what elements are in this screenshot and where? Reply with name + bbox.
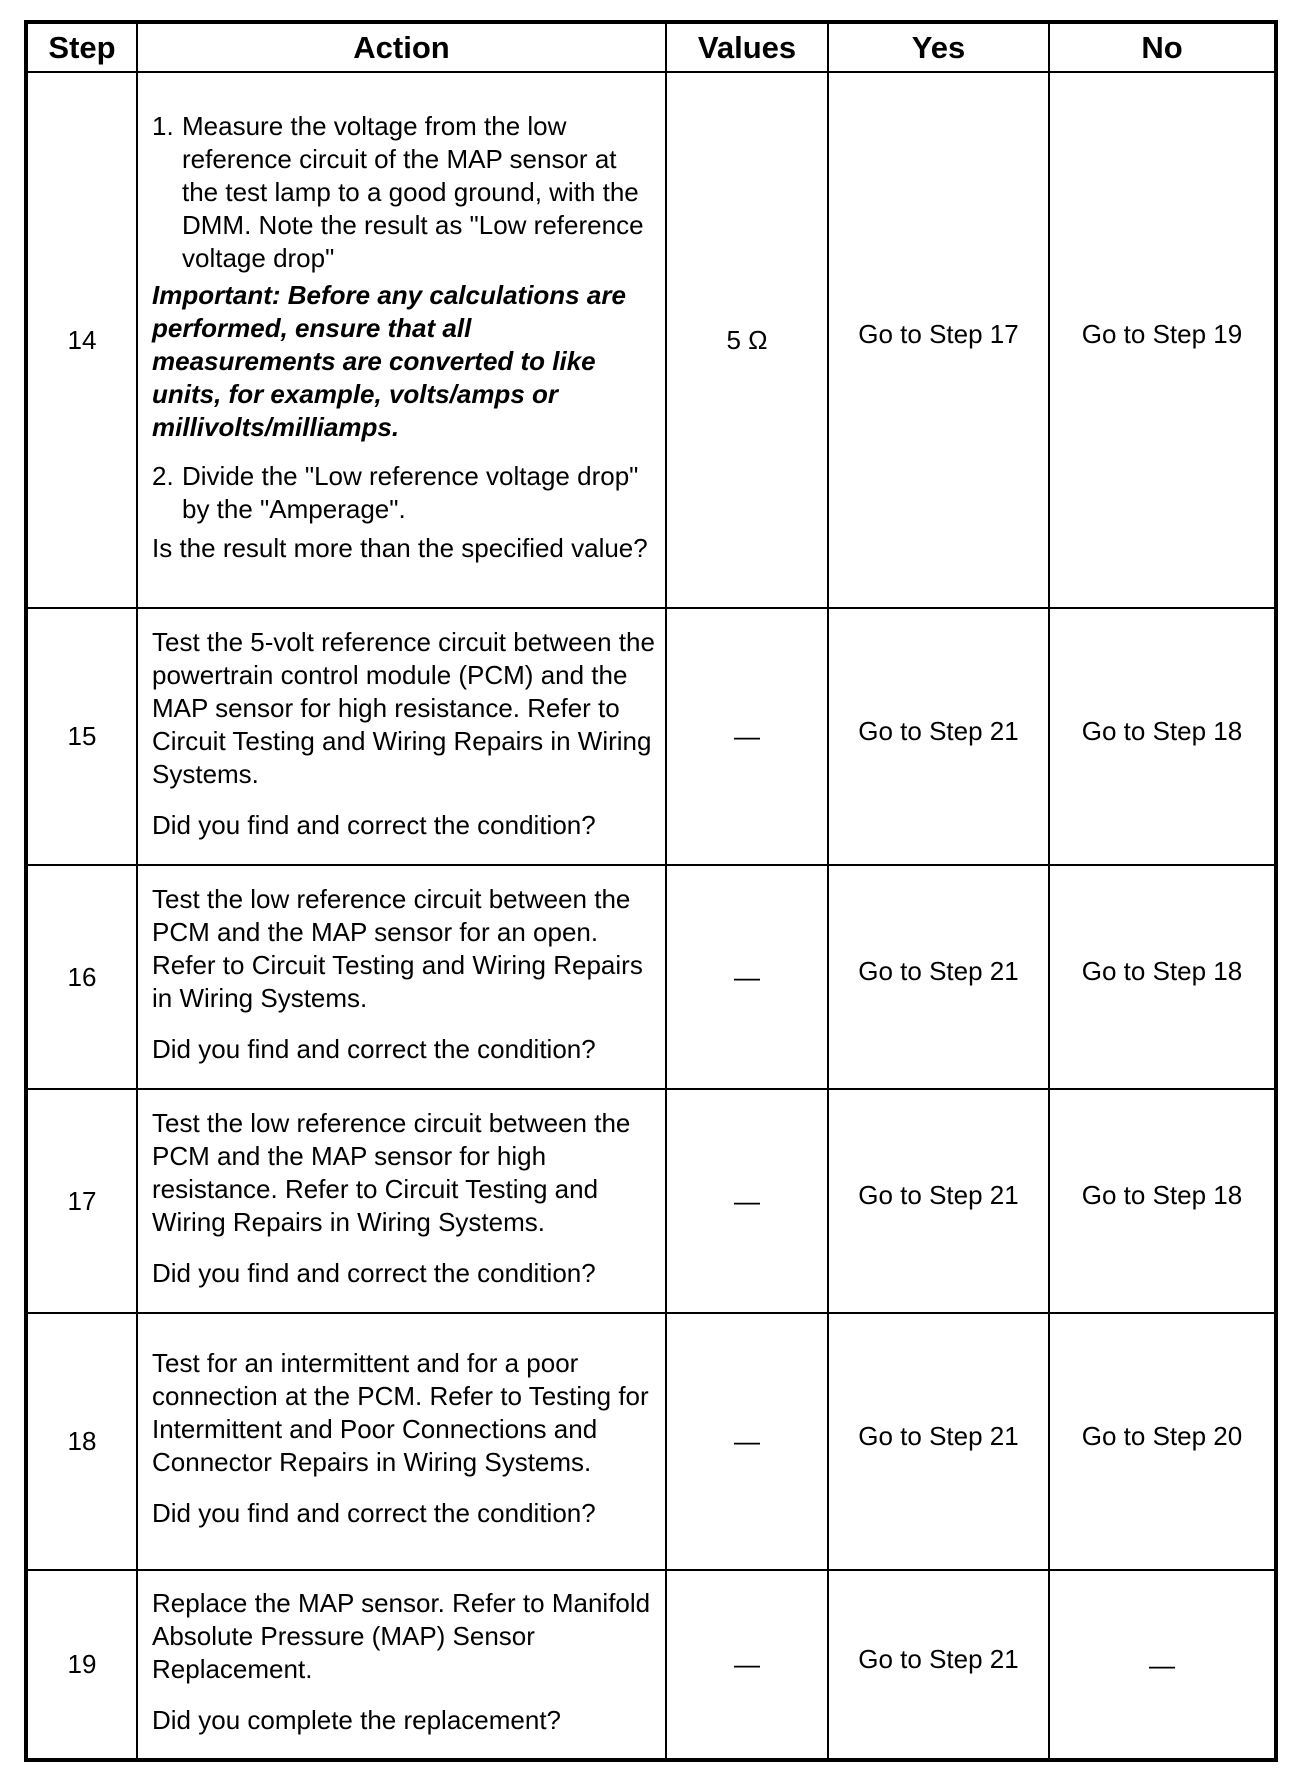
action-column-header: Action <box>137 22 666 72</box>
step-number: 17 <box>26 1089 137 1313</box>
action-text: Test the low reference circuit between the PCM and the MAP sensor for an open. Refer to Circuit Testing and Wiring Repairs in Wiring Systems. <box>152 883 643 1013</box>
value-cell: — <box>666 1089 828 1313</box>
yes-cell: Go to Step 21 <box>828 865 1049 1089</box>
value-cell: — <box>666 1570 828 1760</box>
step-column-header: Step <box>26 22 137 72</box>
item-text: Divide the "Low reference voltage drop" by the "Amperage". <box>182 460 639 524</box>
action-item <box>152 110 655 275</box>
no-cell: Go to Step 19 <box>1049 72 1276 608</box>
header-row <box>26 22 1276 72</box>
yes-cell: Go to Step 17 <box>828 72 1049 608</box>
table-row <box>26 1570 1276 1760</box>
action-cell <box>137 1570 666 1760</box>
diagnostic-table-page <box>24 20 1278 1762</box>
table-row <box>26 865 1276 1089</box>
action-cell <box>137 72 666 608</box>
action-text: Replace the MAP sensor. Refer to Manifold Absolute Pressure (MAP) Sensor Replacement. <box>152 1587 651 1684</box>
item-number: 2. <box>152 460 174 491</box>
action-question: Did you complete the replacement? <box>152 1704 562 1735</box>
yes-cell: Go to Step 21 <box>828 608 1049 865</box>
action-question: Did you find and correct the condition? <box>152 809 596 840</box>
no-cell: Go to Step 18 <box>1049 865 1276 1089</box>
value-cell: 5 Ω <box>666 72 828 608</box>
action-cell <box>137 865 666 1089</box>
yes-cell: Go to Step 21 <box>828 1089 1049 1313</box>
yes-column-header: Yes <box>828 22 1049 72</box>
table-row <box>26 608 1276 865</box>
action-question: Did you find and correct the condition? <box>152 1257 596 1288</box>
yes-cell: Go to Step 21 <box>828 1313 1049 1570</box>
action-question: Is the result more than the specified value? <box>152 532 648 563</box>
item-number: 1. <box>152 110 174 141</box>
table-row <box>26 1313 1276 1570</box>
no-cell: Go to Step 18 <box>1049 1089 1276 1313</box>
action-question: Did you find and correct the condition? <box>152 1033 596 1064</box>
diagnostic-table <box>24 20 1278 1762</box>
action-text: Test the 5-volt reference circuit between the powertrain control module (PCM) and the MAP sensor for high resistance. Refer to Circuit Testing and Wiring Repairs in Wiring Systems. <box>152 626 655 789</box>
action-cell <box>137 1089 666 1313</box>
table-row <box>26 1089 1276 1313</box>
action-text: Test the low reference circuit between the PCM and the MAP sensor for high resistance. Refer to Circuit Testing and Wiring Repairs in Wiring Systems. <box>152 1107 631 1237</box>
action-item <box>152 460 655 526</box>
step-number: 14 <box>26 72 137 608</box>
yes-cell: Go to Step 21 <box>828 1570 1049 1760</box>
action-text: Test for an intermittent and for a poor connection at the PCM. Refer to Testing for Intermittent and Poor Connections and Connector Repairs in Wiring Systems. <box>152 1348 649 1477</box>
value-cell: — <box>666 608 828 865</box>
value-cell: — <box>666 1313 828 1570</box>
values-column-header: Values <box>666 22 828 72</box>
value-cell: — <box>666 865 828 1089</box>
important-note: Important: Before any calculations are performed, ensure that all measurements are converted to like units, for example, volts/amps or millivolts/milliamps. <box>152 279 626 442</box>
action-cell <box>137 1313 666 1570</box>
no-cell: Go to Step 18 <box>1049 608 1276 865</box>
step-number: 19 <box>26 1570 137 1760</box>
step-number: 15 <box>26 608 137 865</box>
action-cell <box>137 608 666 865</box>
no-cell: — <box>1049 1570 1276 1760</box>
no-cell: Go to Step 20 <box>1049 1313 1276 1570</box>
action-question: Did you find and correct the condition? <box>152 1498 596 1528</box>
step-number: 18 <box>26 1313 137 1570</box>
table-row <box>26 72 1276 608</box>
no-column-header: No <box>1049 22 1276 72</box>
step-number: 16 <box>26 865 137 1089</box>
item-text: Measure the voltage from the low reference circuit of the MAP sensor at the test lamp to a good ground, with the DMM. Note the result as "Low reference voltage drop" <box>182 110 644 273</box>
